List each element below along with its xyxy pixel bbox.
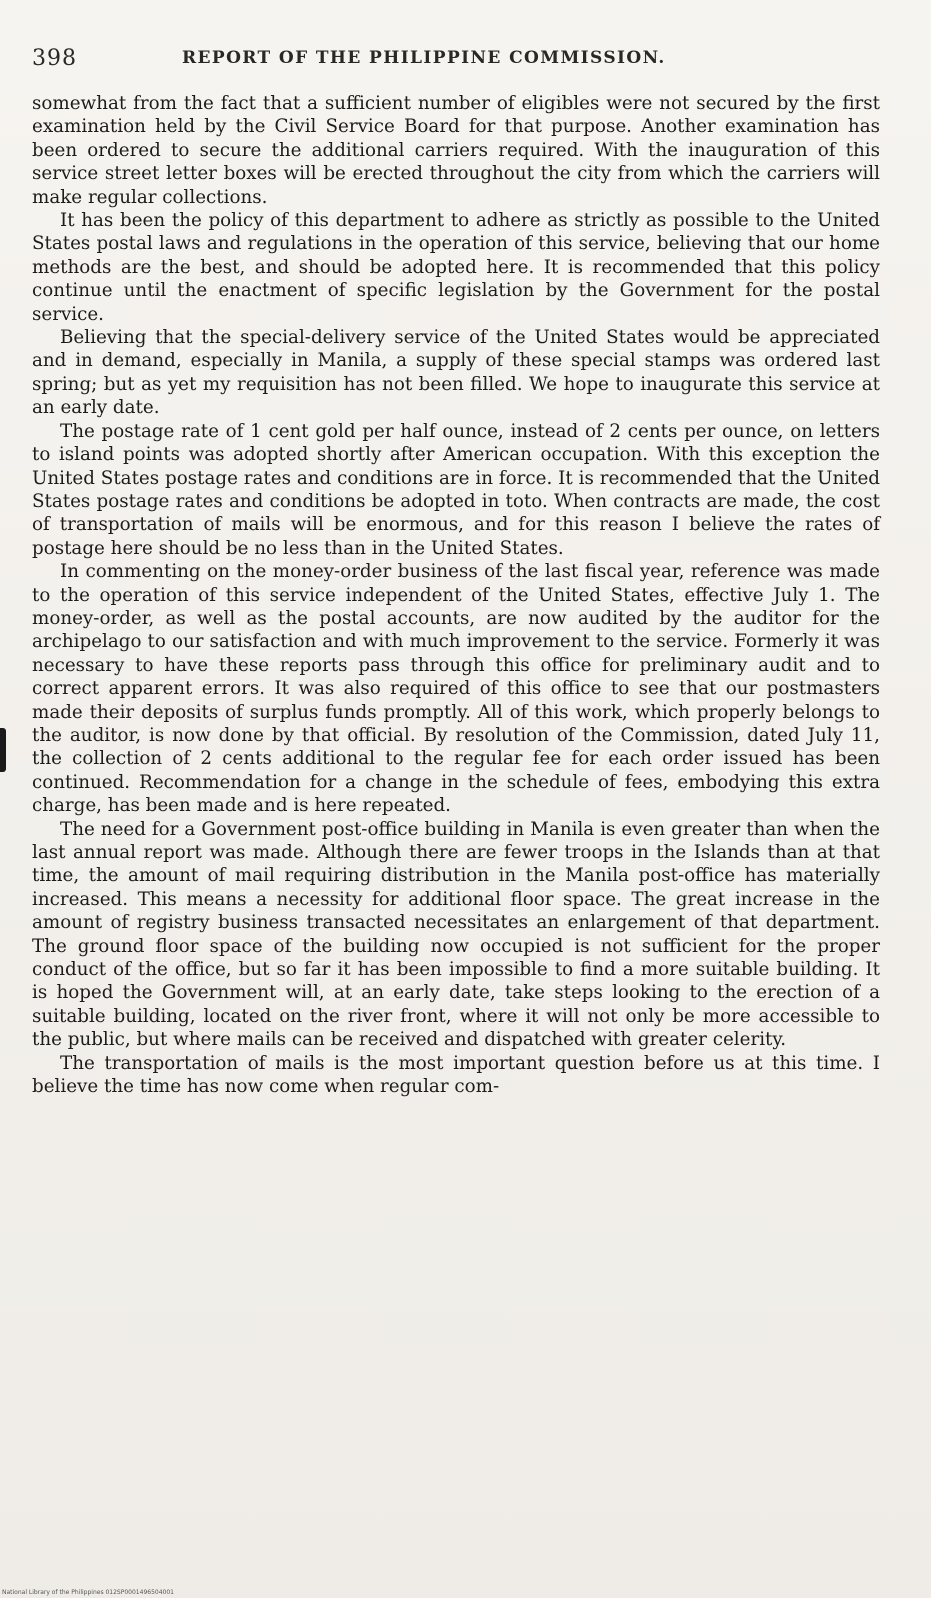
paragraph: It has been the policy of this department to adhere as strictly as possible to the United States postal laws and regulations in the operation of this service, believing that our home methods are the best, and should be adopted here. It is recommended that this policy continue until the enactment of specific legislation by the Government for the postal service. — [32, 210, 880, 325]
binding-margin-mark — [0, 728, 6, 772]
paragraph: The postage rate of 1 cent gold per half ounce, instead of 2 cents per ounce, on letters to island points was adopted shortly after American occupation. With this exception the United States postage rates and conditions are in force. It is recommended that the United States postage rates and conditions be adopted in toto. When contracts are made, the cost of transportation of mails will be enormous, and for this reason I believe the rates of postage here should be no less than in the United States. — [32, 420, 880, 559]
paragraph: In commenting on the money-order business of the last fiscal year, reference was made to the operation of this service independent of the United States, effective July 1. The money-order, as well as the postal accounts, are now audited by the auditor for the archipelago to our satisfaction and with much improvement to the service. Formerly it was necessary to have these reports pass through this office for preliminary audit and to correct apparent errors. It was also required of this office to see that our postmasters made their deposits of surplus funds promptly. All of this work, which properly belongs to the auditor, is now done by that official. By resolution of the Commission, dated July 11, the collection of 2 cents additional to the regular fee for each order issued has been continued. Recommendation for a change in the schedule of fees, embodying this extra charge, has been made and is here repeated. — [32, 561, 880, 817]
page-header — [32, 46, 892, 76]
body-text — [32, 92, 880, 1098]
scan-credit: National Library of the Philippines 012SP0001496504001 — [2, 1589, 174, 1596]
page-number: 398 — [32, 46, 77, 71]
paragraph: The transportation of mails is the most important question before us at this time. I believe the time has now come when regular com- — [32, 1052, 880, 1098]
running-title: REPORT OF THE PHILIPPINE COMMISSION. — [182, 48, 666, 68]
paragraph: Believing that the special-delivery service of the United States would be appreciated and in demand, especially in Manila, a supply of these special stamps was ordered last spring; but as yet my requisition has not been filled. We hope to inaugurate this service at an early date. — [32, 327, 880, 419]
paragraph: somewhat from the fact that a sufficient number of eligibles were not secured by the first examination held by the Civil Service Board for that purpose. Another examination has been ordered to secure the additional carriers required. With the inauguration of this service street letter boxes will be erected throughout the city from which the carriers will make regular collections. — [32, 93, 880, 208]
paragraph: The need for a Government post-office building in Manila is even greater than when the last annual report was made. Although there are fewer troops in the Islands than at that time, the amount of mail requiring distribution in the Manila post-office has materially increased. This means a necessity for additional floor space. The great increase in the amount of registry business transacted necessitates an enlargement of that department. The ground floor space of the building now occupied is not sufficient for the proper conduct of the office, but so far it has been impossible to find a more suitable building. It is hoped the Government will, at an early date, take steps looking to the erection of a suitable building, located on the river front, where it will not only be more accessible to the public, but where mails can be received and dispatched with greater celerity. — [32, 818, 880, 1051]
